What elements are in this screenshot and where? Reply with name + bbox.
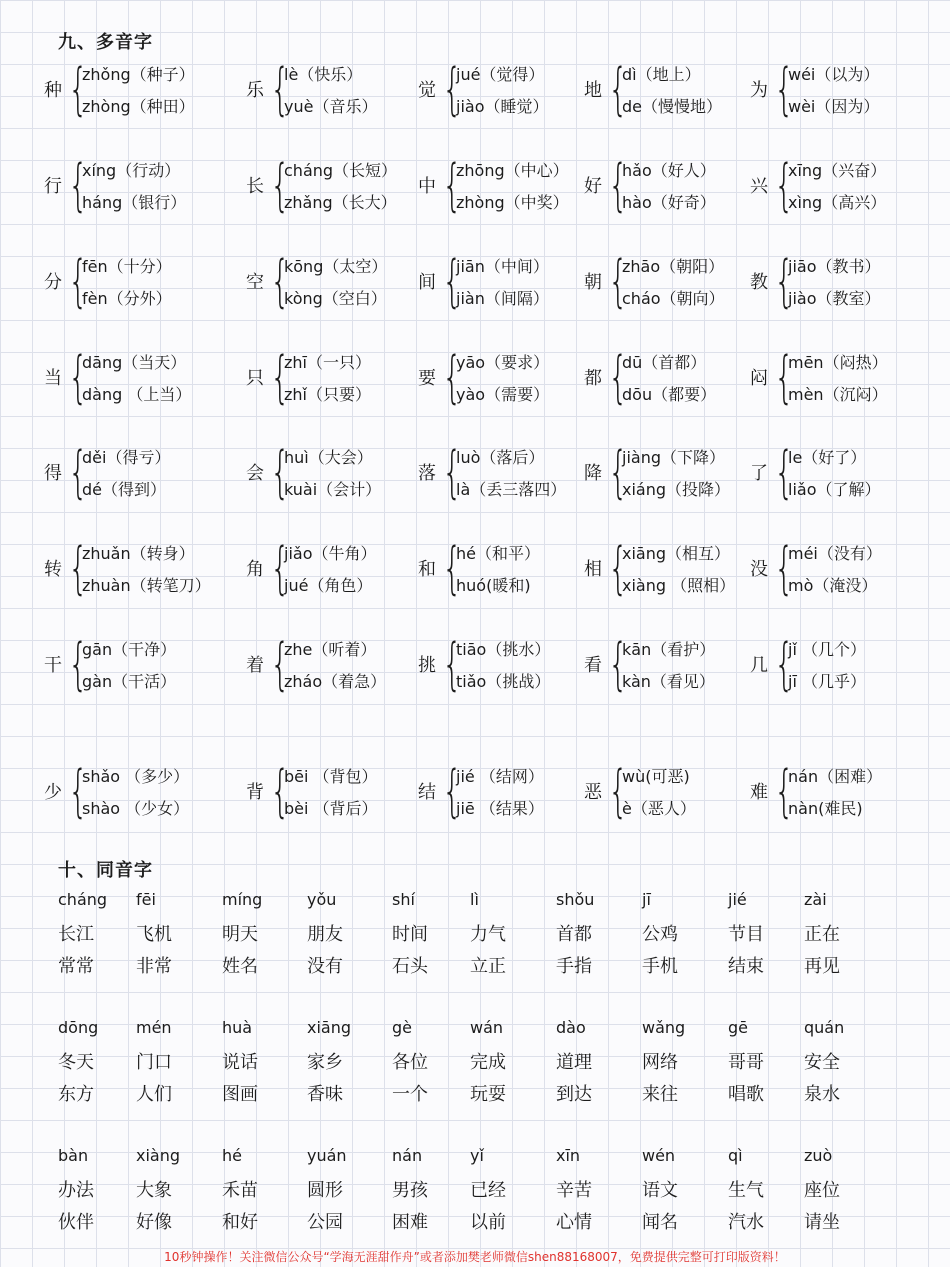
- polyphone-item: [246, 250, 416, 316]
- brace-icon: {: [270, 536, 290, 601]
- word-1: 座位: [804, 1180, 840, 1201]
- polyphone-char: 觉: [418, 80, 436, 101]
- polyphone-char: 几: [750, 655, 768, 676]
- reading-2: zhǎng（长大）: [284, 193, 397, 212]
- polyphone-item: [418, 441, 588, 507]
- polyphone-item: [418, 250, 588, 316]
- brace-icon: {: [270, 632, 290, 697]
- reading-1: hé（和平）: [456, 544, 540, 563]
- brace-icon: {: [608, 57, 628, 122]
- polyphone-char: 着: [246, 655, 264, 676]
- brace-icon: {: [774, 632, 794, 697]
- reading-1: kān（看护）: [622, 640, 716, 659]
- pinyin: zài: [804, 890, 827, 909]
- word-1: 安全: [804, 1052, 840, 1073]
- reading-1: jiāo（教书）: [788, 257, 881, 276]
- pinyin: xiāng: [307, 1018, 352, 1037]
- polyphone-char: 得: [44, 463, 62, 484]
- brace-icon: {: [442, 440, 462, 505]
- brace-icon: {: [68, 345, 88, 410]
- polyphone-item: [246, 346, 416, 412]
- polyphone-item: [418, 346, 588, 412]
- reading-2: jiàn（间隔）: [456, 289, 549, 308]
- polyphone-item: [584, 346, 754, 412]
- polyphone-item: [584, 537, 754, 603]
- brace-icon: {: [608, 536, 628, 601]
- reading-1: fēn（十分）: [82, 257, 172, 276]
- word-1: 语文: [642, 1180, 678, 1201]
- pinyin: huà: [222, 1018, 253, 1037]
- reading-2: huó(暖和): [456, 576, 531, 595]
- reading-2: cháo（朝向）: [622, 289, 725, 308]
- reading-2: fèn（分外）: [82, 289, 172, 308]
- polyphone-item: [750, 633, 920, 699]
- footer-note: 10秒钟操作！关注微信公众号“学海无涯甜作舟”或者添加樊老师微信shen88168007，免费提供完整可打印版资料！: [164, 1250, 786, 1264]
- brace-icon: {: [68, 249, 88, 314]
- word-2: 结束: [728, 956, 764, 977]
- word-2: 好像: [136, 1212, 172, 1233]
- word-2: 请坐: [804, 1212, 840, 1233]
- reading-1: zhāo（朝阳）: [622, 257, 725, 276]
- word-2: 没有: [307, 956, 343, 977]
- reading-1: lè（快乐）: [284, 65, 363, 84]
- polyphone-char: 背: [246, 782, 264, 803]
- word-2: 公园: [307, 1212, 343, 1233]
- reading-2: xiàng （照相）: [622, 576, 736, 595]
- section10-title: 十、同音字: [58, 860, 153, 881]
- reading-2: mò（淹没）: [788, 576, 878, 595]
- polyphone-char: 了: [750, 463, 768, 484]
- word-1: 朋友: [307, 924, 343, 945]
- reading-1: yāo（要求）: [456, 353, 550, 372]
- word-2: 以前: [470, 1212, 506, 1233]
- pinyin: yǒu: [307, 890, 337, 909]
- word-2: 心情: [556, 1212, 592, 1233]
- pinyin: nán: [392, 1146, 423, 1165]
- polyphone-item: [44, 633, 214, 699]
- pinyin: xiàng: [136, 1146, 181, 1165]
- word-1: 男孩: [392, 1180, 428, 1201]
- reading-2: jué（角色）: [284, 576, 373, 595]
- reading-1: zhuǎn（转身）: [82, 544, 195, 563]
- pinyin: fēi: [136, 890, 156, 909]
- brace-icon: {: [608, 345, 628, 410]
- reading-2: dé（得到）: [82, 480, 167, 499]
- reading-2: jiào（教室）: [788, 289, 881, 308]
- reading-1: zhōng（中心）: [456, 161, 569, 180]
- polyphone-item: [584, 154, 754, 220]
- polyphone-item: [418, 537, 588, 603]
- pinyin: gè: [392, 1018, 412, 1037]
- polyphone-item: [584, 250, 754, 316]
- polyphone-char: 转: [44, 559, 62, 580]
- word-2: 姓名: [222, 956, 258, 977]
- pinyin: wán: [470, 1018, 504, 1037]
- brace-icon: {: [270, 759, 290, 824]
- pinyin: dōng: [58, 1018, 99, 1037]
- reading-1: bēi （背包）: [284, 767, 378, 786]
- word-2: 手机: [642, 956, 678, 977]
- pinyin: xīn: [556, 1146, 581, 1165]
- word-1: 办法: [58, 1180, 94, 1201]
- reading-1: jié （结网）: [456, 767, 544, 786]
- brace-icon: {: [608, 759, 628, 824]
- reading-2: kòng（空白）: [284, 289, 387, 308]
- word-1: 力气: [470, 924, 506, 945]
- polyphone-item: [246, 441, 416, 507]
- brace-icon: {: [68, 440, 88, 505]
- word-2: 到达: [556, 1084, 592, 1105]
- polyphone-char: 角: [246, 559, 264, 580]
- word-1: 哥哥: [728, 1052, 764, 1073]
- reading-2: zhuàn（转笔刀）: [82, 576, 211, 595]
- polyphone-item: [44, 58, 214, 124]
- pinyin: mén: [136, 1018, 172, 1037]
- polyphone-item: [246, 58, 416, 124]
- polyphone-item: [246, 154, 416, 220]
- reading-2: shào （少女）: [82, 799, 190, 818]
- word-2: 汽水: [728, 1212, 764, 1233]
- polyphone-item: [750, 346, 920, 412]
- polyphone-item: [750, 154, 920, 220]
- reading-2: bèi （背后）: [284, 799, 378, 818]
- brace-icon: {: [442, 57, 462, 122]
- reading-2: de（慢慢地）: [622, 97, 723, 116]
- brace-icon: {: [270, 440, 290, 505]
- polyphone-item: [44, 760, 214, 826]
- brace-icon: {: [442, 153, 462, 218]
- polyphone-char: 长: [246, 176, 264, 197]
- reading-1: zhī（一只）: [284, 353, 371, 372]
- reading-2: yuè（音乐）: [284, 97, 378, 116]
- word-2: 手指: [556, 956, 592, 977]
- brace-icon: {: [442, 345, 462, 410]
- polyphone-item: [584, 760, 754, 826]
- polyphone-item: [418, 154, 588, 220]
- reading-2: dōu（都要）: [622, 385, 717, 404]
- polyphone-char: 朝: [584, 272, 602, 293]
- reading-2: hào（好奇）: [622, 193, 716, 212]
- polyphone-char: 分: [44, 272, 62, 293]
- reading-1: xiāng（相互）: [622, 544, 731, 563]
- word-1: 网络: [642, 1052, 678, 1073]
- reading-1: le（好了）: [788, 448, 867, 467]
- polyphone-char: 少: [44, 782, 62, 803]
- reading-2: è（恶人）: [622, 799, 696, 818]
- reading-2: yào（需要）: [456, 385, 550, 404]
- word-2: 人们: [136, 1084, 172, 1105]
- reading-1: jiǎo（牛角）: [284, 544, 377, 563]
- reading-1: dì（地上）: [622, 65, 701, 84]
- polyphone-char: 兴: [750, 176, 768, 197]
- reading-1: děi（得亏）: [82, 448, 171, 467]
- reading-1: jué（觉得）: [456, 65, 545, 84]
- word-2: 和好: [222, 1212, 258, 1233]
- reading-2: kuài（会计）: [284, 480, 382, 499]
- pinyin: zuò: [804, 1146, 833, 1165]
- polyphone-char: 难: [750, 782, 768, 803]
- reading-1: zhe（听着）: [284, 640, 377, 659]
- brace-icon: {: [442, 536, 462, 601]
- word-1: 家乡: [307, 1052, 343, 1073]
- reading-2: zhòng（种田）: [82, 97, 195, 116]
- brace-icon: {: [270, 249, 290, 314]
- brace-icon: {: [774, 759, 794, 824]
- polyphone-item: [584, 441, 754, 507]
- word-2: 唱歌: [728, 1084, 764, 1105]
- reading-1: jiàng（下降）: [622, 448, 725, 467]
- reading-2: zhòng（中奖）: [456, 193, 569, 212]
- reading-2: xiáng（投降）: [622, 480, 731, 499]
- reading-2: jī （几乎）: [788, 672, 866, 691]
- polyphone-item: [750, 250, 920, 316]
- reading-1: wù(可恶): [622, 767, 690, 786]
- polyphone-item: [44, 537, 214, 603]
- reading-2: tiǎo（挑战）: [456, 672, 551, 691]
- polyphone-item: [44, 441, 214, 507]
- reading-1: zhǒng（种子）: [82, 65, 195, 84]
- reading-2: kàn（看见）: [622, 672, 715, 691]
- reading-1: xíng（行动）: [82, 161, 181, 180]
- word-1: 大象: [136, 1180, 172, 1201]
- word-1: 说话: [222, 1052, 258, 1073]
- word-1: 时间: [392, 924, 428, 945]
- brace-icon: {: [442, 632, 462, 697]
- reading-1: méi（没有）: [788, 544, 882, 563]
- pinyin: dào: [556, 1018, 586, 1037]
- pinyin: yǐ: [470, 1146, 484, 1165]
- word-2: 伙伴: [58, 1212, 94, 1233]
- word-1: 飞机: [136, 924, 172, 945]
- pinyin: cháng: [58, 890, 108, 909]
- reading-2: liǎo（了解）: [788, 480, 881, 499]
- reading-1: wéi（以为）: [788, 65, 880, 84]
- word-2: 石头: [392, 956, 428, 977]
- polyphone-item: [44, 346, 214, 412]
- pinyin: wǎng: [642, 1018, 686, 1037]
- reading-2: zhǐ（只要）: [284, 385, 371, 404]
- polyphone-char: 干: [44, 655, 62, 676]
- brace-icon: {: [774, 440, 794, 505]
- polyphone-char: 恶: [584, 782, 602, 803]
- reading-2: nàn(难民): [788, 799, 863, 818]
- brace-icon: {: [774, 249, 794, 314]
- polyphone-char: 空: [246, 272, 264, 293]
- word-1: 长江: [58, 924, 94, 945]
- pinyin: shǒu: [556, 890, 595, 909]
- polyphone-char: 行: [44, 176, 62, 197]
- word-2: 困难: [392, 1212, 428, 1233]
- pinyin: hé: [222, 1146, 242, 1165]
- reading-2: gàn（干活）: [82, 672, 177, 691]
- brace-icon: {: [442, 759, 462, 824]
- polyphone-char: 好: [584, 176, 602, 197]
- reading-2: dàng （上当）: [82, 385, 192, 404]
- polyphone-item: [44, 250, 214, 316]
- reading-1: xīng（兴奋）: [788, 161, 887, 180]
- polyphone-char: 结: [418, 782, 436, 803]
- polyphone-item: [44, 154, 214, 220]
- pinyin: bàn: [58, 1146, 89, 1165]
- pinyin: gē: [728, 1018, 748, 1037]
- brace-icon: {: [68, 536, 88, 601]
- polyphone-item: [418, 633, 588, 699]
- word-1: 已经: [470, 1180, 506, 1201]
- reading-2: là（丢三落四）: [456, 480, 567, 499]
- polyphone-item: [418, 760, 588, 826]
- word-1: 生气: [728, 1180, 764, 1201]
- word-1: 道理: [556, 1052, 592, 1073]
- word-1: 公鸡: [642, 924, 678, 945]
- word-2: 东方: [58, 1084, 94, 1105]
- polyphone-char: 都: [584, 368, 602, 389]
- polyphone-char: 看: [584, 655, 602, 676]
- polyphone-char: 没: [750, 559, 768, 580]
- word-2: 非常: [136, 956, 172, 977]
- word-2: 图画: [222, 1084, 258, 1105]
- pinyin: míng: [222, 890, 263, 909]
- polyphone-char: 降: [584, 463, 602, 484]
- polyphone-char: 和: [418, 559, 436, 580]
- polyphone-item: [750, 58, 920, 124]
- pinyin: jié: [728, 890, 747, 909]
- word-2: 常常: [58, 956, 94, 977]
- reading-1: luò（落后）: [456, 448, 545, 467]
- reading-2: wèi（因为）: [788, 97, 880, 116]
- polyphone-char: 中: [418, 176, 436, 197]
- polyphone-char: 只: [246, 368, 264, 389]
- word-2: 再见: [804, 956, 840, 977]
- word-2: 来往: [642, 1084, 678, 1105]
- brace-icon: {: [774, 57, 794, 122]
- reading-1: gān（干净）: [82, 640, 177, 659]
- word-1: 圆形: [307, 1180, 343, 1201]
- pinyin: lì: [470, 890, 479, 909]
- brace-icon: {: [270, 57, 290, 122]
- brace-icon: {: [68, 759, 88, 824]
- polyphone-char: 教: [750, 272, 768, 293]
- reading-1: tiāo（挑水）: [456, 640, 551, 659]
- polyphone-char: 相: [584, 559, 602, 580]
- polyphone-item: [750, 537, 920, 603]
- word-2: 立正: [470, 956, 506, 977]
- brace-icon: {: [68, 153, 88, 218]
- reading-1: jiān（中间）: [456, 257, 549, 276]
- reading-1: cháng（长短）: [284, 161, 398, 180]
- word-1: 完成: [470, 1052, 506, 1073]
- brace-icon: {: [68, 632, 88, 697]
- pinyin: yuán: [307, 1146, 347, 1165]
- polyphone-item: [750, 441, 920, 507]
- word-1: 各位: [392, 1052, 428, 1073]
- reading-2: háng（银行）: [82, 193, 187, 212]
- reading-2: xìng（高兴）: [788, 193, 887, 212]
- reading-1: nán（困难）: [788, 767, 883, 786]
- pinyin: jī: [642, 890, 651, 909]
- word-2: 一个: [392, 1084, 428, 1105]
- polyphone-char: 乐: [246, 80, 264, 101]
- word-1: 辛苦: [556, 1180, 592, 1201]
- polyphone-char: 地: [584, 80, 602, 101]
- reading-1: jǐ （几个）: [788, 640, 866, 659]
- word-1: 节目: [728, 924, 764, 945]
- reading-1: shǎo （多少）: [82, 767, 190, 786]
- brace-icon: {: [608, 440, 628, 505]
- reading-1: huì（大会）: [284, 448, 373, 467]
- reading-2: jiào（睡觉）: [456, 97, 549, 116]
- word-1: 首都: [556, 924, 592, 945]
- reading-1: mēn（闷热）: [788, 353, 888, 372]
- pinyin: qì: [728, 1146, 743, 1165]
- brace-icon: {: [774, 153, 794, 218]
- word-2: 香味: [307, 1084, 343, 1105]
- polyphone-item: [584, 633, 754, 699]
- polyphone-char: 要: [418, 368, 436, 389]
- section9-title: 九、多音字: [58, 32, 153, 53]
- polyphone-char: 当: [44, 368, 62, 389]
- polyphone-item: [584, 58, 754, 124]
- brace-icon: {: [68, 57, 88, 122]
- polyphone-item: [750, 760, 920, 826]
- reading-2: zháo（着急）: [284, 672, 387, 691]
- brace-icon: {: [270, 153, 290, 218]
- brace-icon: {: [442, 249, 462, 314]
- polyphone-char: 为: [750, 80, 768, 101]
- polyphone-char: 闷: [750, 368, 768, 389]
- brace-icon: {: [608, 153, 628, 218]
- word-1: 明天: [222, 924, 258, 945]
- word-2: 泉水: [804, 1084, 840, 1105]
- reading-1: dū（首都）: [622, 353, 707, 372]
- polyphone-char: 落: [418, 463, 436, 484]
- polyphone-item: [246, 537, 416, 603]
- reading-2: jiē （结果）: [456, 799, 544, 818]
- polyphone-item: [418, 58, 588, 124]
- reading-1: kōng（太空）: [284, 257, 388, 276]
- pinyin: shí: [392, 890, 415, 909]
- brace-icon: {: [608, 632, 628, 697]
- pinyin: wén: [642, 1146, 676, 1165]
- polyphone-item: [246, 633, 416, 699]
- reading-2: mèn（沉闷）: [788, 385, 888, 404]
- word-1: 禾苗: [222, 1180, 258, 1201]
- word-2: 玩耍: [470, 1084, 506, 1105]
- word-1: 门口: [136, 1052, 172, 1073]
- word-1: 冬天: [58, 1052, 94, 1073]
- polyphone-char: 挑: [418, 655, 436, 676]
- brace-icon: {: [608, 249, 628, 314]
- brace-icon: {: [774, 536, 794, 601]
- polyphone-char: 种: [44, 80, 62, 101]
- brace-icon: {: [774, 345, 794, 410]
- reading-1: hǎo（好人）: [622, 161, 716, 180]
- reading-1: dāng（当天）: [82, 353, 187, 372]
- polyphone-item: [246, 760, 416, 826]
- polyphone-char: 会: [246, 463, 264, 484]
- pinyin: quán: [804, 1018, 845, 1037]
- polyphone-char: 间: [418, 272, 436, 293]
- word-2: 闻名: [642, 1212, 678, 1233]
- word-1: 正在: [804, 924, 840, 945]
- brace-icon: {: [270, 345, 290, 410]
